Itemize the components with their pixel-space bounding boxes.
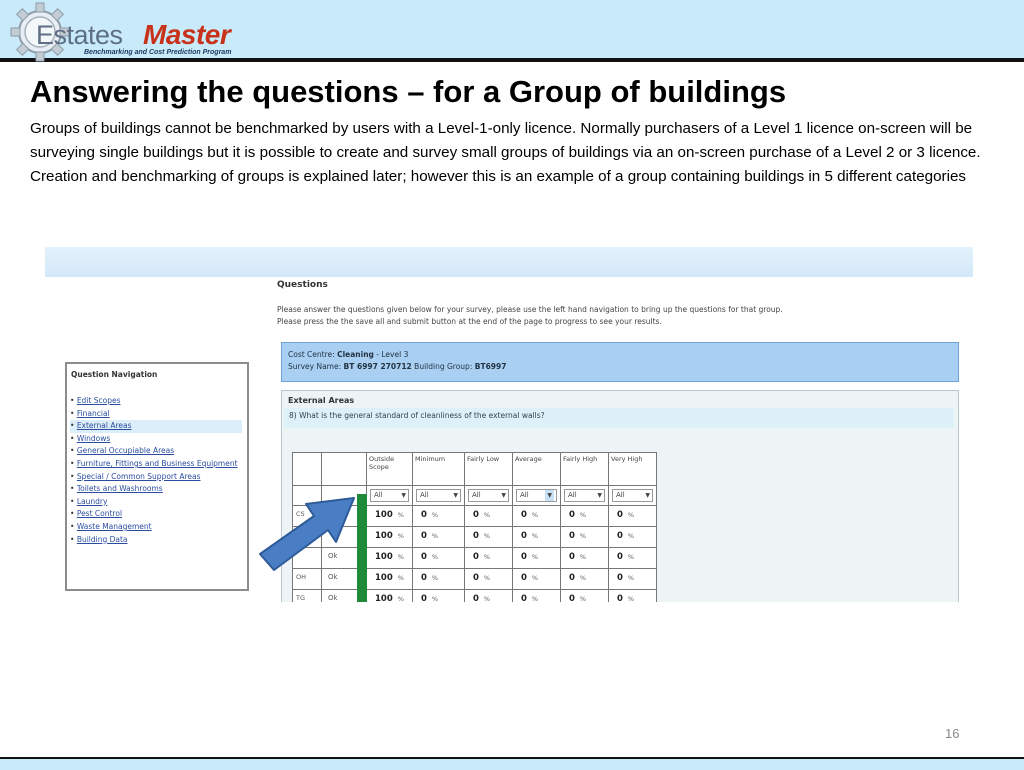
- grid-filter-cell: [465, 486, 513, 506]
- question-navigation-list: [70, 395, 242, 546]
- value-cell[interactable]: [561, 569, 609, 590]
- value-number: 0: [421, 552, 427, 562]
- filter-value: All: [472, 491, 481, 499]
- value-number: 100: [375, 531, 393, 541]
- nav-item: • Special / Common Support Areas: [70, 471, 201, 481]
- grid-filter-cell: [609, 486, 657, 506]
- value-minimum: [413, 527, 464, 541]
- value-cell[interactable]: [609, 569, 657, 590]
- filter-value: All: [420, 491, 429, 499]
- bottom-banner: [0, 757, 1024, 770]
- value-cell[interactable]: [367, 527, 413, 548]
- value-number: 0: [473, 510, 479, 520]
- filter-value: All: [520, 491, 529, 499]
- value-fairly-low: [465, 548, 512, 562]
- value-cell[interactable]: [513, 590, 561, 603]
- percent-sign: %: [397, 532, 404, 540]
- value-very-high: [609, 506, 656, 520]
- percent-sign: %: [579, 532, 587, 540]
- cost-centre-line: [288, 350, 408, 359]
- filter-value: All: [374, 491, 383, 499]
- value-number: 0: [473, 552, 479, 562]
- value-cell[interactable]: [465, 506, 513, 527]
- cost-centre-level: - Level 3: [376, 350, 409, 359]
- percent-sign: %: [431, 553, 439, 561]
- value-average: [513, 590, 560, 602]
- chevron-down-icon: ▼: [453, 492, 458, 499]
- building-group-label: Building Group:: [414, 362, 473, 371]
- value-average: [513, 569, 560, 583]
- nav-item: • Building Data: [70, 534, 128, 544]
- value-fairly-high: [561, 569, 608, 583]
- value-cell[interactable]: [413, 548, 465, 569]
- nav-link-general-occupiable-areas[interactable]: General Occupiable Areas: [76, 446, 175, 456]
- cost-centre-box: [281, 342, 959, 382]
- value-outside-scope: [367, 506, 412, 520]
- grid-header-fairly-high: Fairly High: [561, 453, 609, 486]
- grid-header-row: [293, 453, 657, 486]
- logo-tagline: Benchmarking and Cost Prediction Program: [84, 49, 232, 56]
- value-cell[interactable]: [561, 590, 609, 603]
- section-question: 8) What is the general standard of cleanliness of the external walls?: [284, 408, 954, 428]
- value-cell[interactable]: [513, 569, 561, 590]
- value-very-high: [609, 569, 656, 583]
- nav-item: • Edit Scopes: [70, 396, 121, 405]
- slide-intro-text: Groups of buildings cannot be benchmarked by users with a Level-1-only licence. Normally purchasers of a Level 1 licence on-screen will be surveying single buildings but it is possible to create and survey small groups of buildings via an on-screen purchase of a Level 2 or 3 licence. Creation and benchmarking of groups is explained later; however this is an example of a group containing buildings in 5 different categories: [30, 120, 981, 185]
- value-cell[interactable]: [465, 548, 513, 569]
- row-status: Ok: [328, 594, 338, 602]
- value-number: 100: [375, 594, 393, 602]
- value-number: 100: [375, 552, 393, 562]
- value-minimum: [413, 506, 464, 520]
- chevron-down-icon: ▼: [597, 492, 602, 499]
- nav-item: • Laundry: [70, 496, 108, 506]
- value-number: 0: [421, 510, 427, 520]
- percent-sign: %: [531, 574, 539, 582]
- questions-heading: Questions: [277, 280, 328, 290]
- value-number: 0: [617, 510, 623, 520]
- slide-title: Answering the questions – for a Group of buildings: [30, 74, 787, 109]
- percent-sign: %: [627, 595, 635, 602]
- percent-sign: %: [579, 574, 587, 582]
- value-minimum: [413, 590, 464, 602]
- percent-sign: %: [483, 553, 491, 561]
- percent-sign: %: [483, 511, 491, 519]
- value-cell[interactable]: [513, 527, 561, 548]
- percent-sign: %: [397, 511, 404, 519]
- value-number: 0: [617, 573, 623, 583]
- row-code: TG: [296, 594, 306, 602]
- embedded-screenshot: [45, 247, 973, 602]
- value-number: 0: [521, 594, 527, 602]
- pointer-arrow-icon: [250, 490, 370, 580]
- value-very-high: [609, 590, 656, 602]
- nav-item: • General Occupiable Areas: [70, 446, 175, 456]
- cost-centre-label: Cost Centre:: [288, 350, 335, 359]
- nav-item: • Waste Management: [70, 521, 152, 531]
- percent-sign: %: [483, 595, 491, 602]
- percent-sign: %: [483, 574, 491, 582]
- filter-select-average[interactable]: [516, 489, 557, 502]
- nav-link-windows[interactable]: Windows: [76, 433, 111, 443]
- nav-link-furniture-fittings[interactable]: Furniture, Fittings and Business Equipment: [76, 458, 238, 468]
- value-number: 0: [421, 531, 427, 541]
- nav-link-financial[interactable]: Financial: [76, 408, 110, 418]
- nav-link-special-common-support[interactable]: Special / Common Support Areas: [76, 471, 201, 481]
- filter-select-very-high[interactable]: [612, 489, 653, 502]
- value-cell[interactable]: [413, 569, 465, 590]
- value-number: 0: [473, 573, 479, 583]
- filter-select-fairly-high[interactable]: [564, 489, 605, 502]
- percent-sign: %: [579, 511, 587, 519]
- nav-item: • Toilets and Washrooms: [70, 484, 163, 494]
- value-outside-scope: [367, 527, 412, 541]
- percent-sign: %: [579, 595, 587, 602]
- nav-link-external-areas[interactable]: External Areas: [76, 421, 132, 431]
- percent-sign: %: [579, 553, 587, 561]
- value-cell[interactable]: [609, 548, 657, 569]
- percent-sign: %: [483, 532, 491, 540]
- value-fairly-low: [465, 506, 512, 520]
- percent-sign: %: [531, 553, 539, 561]
- grid-header-fairly-low: Fairly Low: [465, 453, 513, 486]
- value-cell[interactable]: [609, 527, 657, 548]
- filter-select-fairly-low[interactable]: [468, 489, 509, 502]
- value-average: [513, 548, 560, 562]
- value-cell[interactable]: [367, 548, 413, 569]
- value-cell[interactable]: [465, 569, 513, 590]
- nav-item: • Pest Control: [70, 509, 123, 519]
- value-number: 0: [617, 594, 623, 602]
- value-average: [513, 527, 560, 541]
- value-cell[interactable]: [513, 548, 561, 569]
- value-cell[interactable]: [367, 569, 413, 590]
- value-fairly-low: [465, 569, 512, 583]
- grid-filter-cell: [413, 486, 465, 506]
- external-areas-panel: [281, 390, 959, 602]
- percent-sign: %: [431, 532, 439, 540]
- value-very-high: [609, 527, 656, 541]
- question-navigation-panel: [65, 362, 249, 591]
- chevron-down-icon: ▼: [645, 492, 650, 499]
- value-number: 0: [473, 531, 479, 541]
- value-number: 0: [473, 594, 479, 602]
- nav-item-active: • External Areas: [70, 420, 242, 433]
- chevron-down-icon: ▼: [501, 492, 506, 499]
- value-cell[interactable]: [609, 506, 657, 527]
- value-cell[interactable]: [561, 506, 609, 527]
- estatesmaster-logo: [10, 2, 250, 58]
- percent-sign: %: [431, 574, 439, 582]
- survey-name-label: Survey Name:: [288, 362, 342, 371]
- value-number: 100: [375, 573, 393, 583]
- value-cell[interactable]: [413, 527, 465, 548]
- value-cell[interactable]: [367, 506, 413, 527]
- value-number: 0: [521, 531, 527, 541]
- grid-header-very-high: Very High: [609, 453, 657, 486]
- value-cell[interactable]: [465, 590, 513, 603]
- percent-sign: %: [627, 553, 635, 561]
- value-number: 0: [617, 531, 623, 541]
- row-status: Ok: [328, 552, 338, 560]
- filter-select-outside-scope[interactable]: [370, 489, 409, 502]
- cost-centre-value: Cleaning: [337, 350, 374, 359]
- nav-link-edit-scopes[interactable]: Edit Scopes: [76, 396, 121, 405]
- value-fairly-high: [561, 527, 608, 541]
- value-number: 0: [569, 552, 575, 562]
- row-code-cell: [293, 590, 322, 603]
- grid-header-blank: [293, 453, 322, 486]
- nav-link-waste-management[interactable]: Waste Management: [76, 521, 152, 531]
- page-number: 16: [945, 726, 960, 741]
- value-outside-scope: [367, 569, 412, 583]
- row-code: OH: [296, 573, 307, 581]
- grid-filter-cell: [561, 486, 609, 506]
- instructions-line-1: Please answer the questions given below for your survey, please use the left hand navigation to bring up the questions for that group.: [277, 305, 783, 314]
- value-fairly-low: [465, 590, 512, 602]
- value-minimum: [413, 569, 464, 583]
- grid-filter-cell: [367, 486, 413, 506]
- grid-header-blank: [322, 453, 367, 486]
- value-average: [513, 506, 560, 520]
- value-cell[interactable]: [413, 506, 465, 527]
- grid-filter-cell: [513, 486, 561, 506]
- value-cell[interactable]: [609, 590, 657, 603]
- value-fairly-high: [561, 548, 608, 562]
- filter-value: All: [568, 491, 577, 499]
- percent-sign: %: [397, 595, 404, 602]
- question-navigation-title: Question Navigation: [71, 370, 158, 379]
- value-outside-scope: [367, 590, 412, 602]
- grid-header-outside-scope: Outside Scope: [367, 453, 413, 486]
- survey-name-value: BT 6997 270712: [343, 362, 412, 371]
- nav-item: • Furniture, Fittings and Business Equipment: [70, 458, 238, 468]
- nav-item: • Financial: [70, 408, 110, 418]
- nav-link-toilets-washrooms[interactable]: Toilets and Washrooms: [76, 484, 163, 494]
- value-cell[interactable]: [561, 527, 609, 548]
- value-minimum: [413, 548, 464, 562]
- percent-sign: %: [397, 574, 404, 582]
- value-cell[interactable]: [561, 548, 609, 569]
- value-fairly-low: [465, 527, 512, 541]
- value-number: 0: [569, 573, 575, 583]
- percent-sign: %: [531, 532, 539, 540]
- logo-word-master: Master: [143, 19, 231, 50]
- value-number: 0: [569, 594, 575, 602]
- value-very-high: [609, 548, 656, 562]
- logo-word-estates: Estates: [36, 20, 123, 50]
- value-number: 0: [521, 573, 527, 583]
- chevron-down-icon: ▼: [401, 492, 406, 499]
- top-banner: [0, 0, 1024, 62]
- percent-sign: %: [531, 511, 539, 519]
- value-number: 0: [521, 552, 527, 562]
- survey-name-line: [288, 362, 506, 371]
- grid-row: [293, 590, 657, 603]
- value-number: 0: [521, 510, 527, 520]
- filter-select-minimum[interactable]: [416, 489, 461, 502]
- row-code: CS: [296, 510, 305, 518]
- value-number: 0: [569, 510, 575, 520]
- grid-header-average: Average: [513, 453, 561, 486]
- value-cell[interactable]: [513, 506, 561, 527]
- building-group-value: BT6997: [474, 362, 507, 371]
- filter-value: All: [616, 491, 625, 499]
- value-number: 100: [375, 510, 393, 520]
- value-number: 0: [421, 594, 427, 602]
- percent-sign: %: [531, 595, 539, 602]
- grid-header-minimum: Minimum: [413, 453, 465, 486]
- percent-sign: %: [397, 553, 404, 561]
- value-fairly-high: [561, 590, 608, 602]
- questions-instructions: [277, 304, 783, 328]
- value-cell[interactable]: [413, 590, 465, 603]
- value-cell[interactable]: [465, 527, 513, 548]
- percent-sign: %: [627, 511, 635, 519]
- row-status: Ok: [328, 573, 338, 581]
- percent-sign: %: [431, 511, 439, 519]
- chevron-down-icon: ▼: [547, 492, 552, 499]
- section-title: External Areas: [288, 396, 355, 405]
- value-number: 0: [569, 531, 575, 541]
- value-number: 0: [421, 573, 427, 583]
- nav-item: • Windows: [70, 433, 111, 443]
- percent-sign: %: [431, 595, 439, 602]
- nav-link-building-data[interactable]: Building Data: [76, 534, 128, 544]
- value-fairly-high: [561, 506, 608, 520]
- value-cell[interactable]: [367, 590, 413, 603]
- nav-link-laundry[interactable]: Laundry: [76, 496, 108, 506]
- value-number: 0: [617, 552, 623, 562]
- percent-sign: %: [627, 574, 635, 582]
- nav-link-pest-control[interactable]: Pest Control: [76, 509, 123, 519]
- value-outside-scope: [367, 548, 412, 562]
- screenshot-header-bar: [45, 247, 973, 277]
- percent-sign: %: [627, 532, 635, 540]
- instructions-line-2: Please press the the save all and submit button at the end of the page to progress to see your results.: [277, 317, 662, 326]
